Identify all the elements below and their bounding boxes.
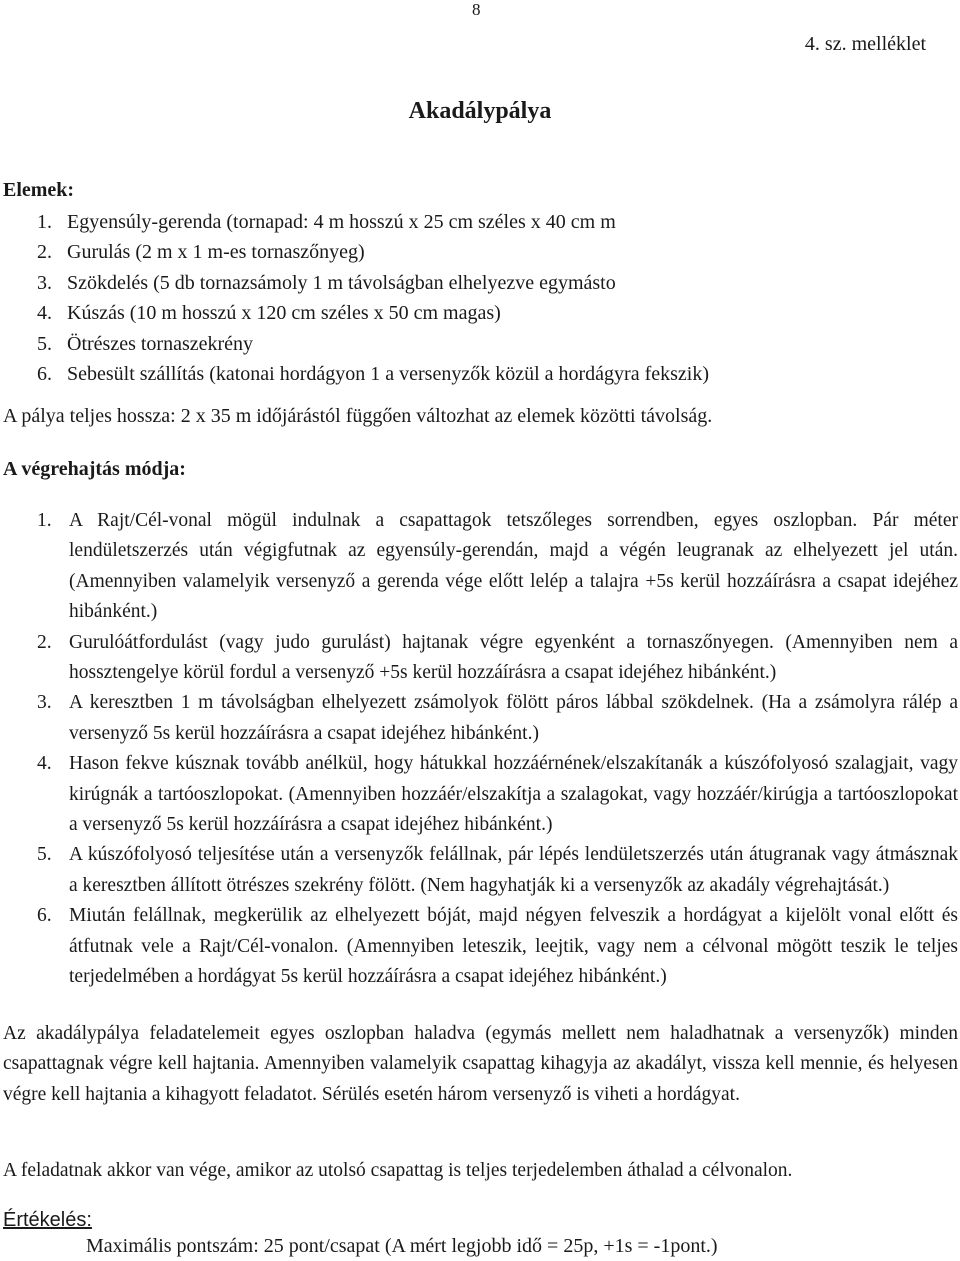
list-item-text: Kúszás (10 m hosszú x 120 cm széles x 50 cm magas) bbox=[67, 302, 501, 325]
step-number: 3. bbox=[37, 692, 52, 714]
list-item-text: Ötrészes tornaszekrény bbox=[67, 332, 254, 355]
list-item-text: Szökdelés (5 db tornazsámoly 1 m távolságban elhelyezve egymásto bbox=[67, 271, 616, 294]
execution-steps bbox=[3, 506, 958, 993]
step-number: 2. bbox=[37, 631, 52, 653]
step-text: Hason fekve kúsznak tovább anélkül, hogy hátukkal hozzáérnének/elszakítanák a kúszófolyosó szalagjait, vagy kirúgnák a tartóoszlopokat. (Amennyiben hozzáér/elszakítja a szalagokat, vagy hozzáér/kirúgja a tartóoszlopokat a versenyző 5s kerül hozzáírásra a csapat idejéhez hibánként.) bbox=[69, 753, 958, 836]
list-item bbox=[37, 298, 709, 328]
page-title: Akadálypálya bbox=[408, 98, 552, 124]
rules-paragraph: Az akadálypálya feladatelemeit egyes oszlopban haladva (egymás mellett nem haladhatnak a versenyzők) minden csapattagnak végre kell hajtania. Amennyiben valamelyik csapattag kihagyja az akadályt, vissza kell mennie, és helyesen végre kell hajtania a kihagyott feladatot. Sérülés esetén három versenyző is viheti a hordágyat. bbox=[3, 1023, 958, 1105]
list-item-number: 2. bbox=[37, 241, 52, 264]
list-item-number: 1. bbox=[37, 211, 52, 233]
step-text: A keresztben 1 m távolságban elhelyezett zsámolyok fölött páros lábbal szökdelnek. (Ha a zsámolyra rálép a versenyző 5s kerül hozzáírásra a csapat idejéhez hibánként.) bbox=[69, 692, 958, 744]
step-item bbox=[3, 749, 958, 840]
max-points-text: Maximális pontszám: 25 pont/csapat (A mért legjobb idő = 25p, +1s = -1pont.) bbox=[86, 1235, 718, 1257]
list-item bbox=[37, 359, 709, 389]
list-item-text: Sebesült szállítás (katonai hordágyon 1 a versenyzők közül a hordágyra fekszik) bbox=[67, 363, 710, 386]
execution-heading: A végrehajtás módja: bbox=[3, 458, 186, 480]
list-item-number: 5. bbox=[37, 332, 52, 355]
step-text: A Rajt/Cél-vonal mögül indulnak a csapattagok tetszőleges sorrendben, egyes oszlopban. Pár méter lendületszerzés után végigfutnak az egyensúly-gerendán, majd a végén leugranak az elhelyezett jel után. (Amennyiben valamelyik versenyző a gerenda vége előtt lelép a talajra +5s kerül hozzáírásra a csapat idejéhez hibánként.) bbox=[69, 510, 958, 623]
list-item-text: Egyensúly-gerenda (tornapad: 4 m hosszú x 25 cm széles x 40 cm m bbox=[67, 211, 616, 233]
list-item bbox=[37, 207, 709, 237]
step-item bbox=[3, 901, 958, 992]
track-length-text: A pálya teljes hossza: 2 x 35 m időjárástól függően változhat az elemek közötti távolság. bbox=[3, 405, 713, 427]
finish-paragraph: A feladatnak akkor van vége, amikor az utolsó csapattag is teljes terjedelemben áthalad a célvonalon. bbox=[3, 1160, 793, 1181]
step-number: 5. bbox=[37, 844, 52, 866]
step-item bbox=[3, 840, 958, 901]
elements-heading: Elemek: bbox=[3, 179, 75, 201]
step-text: Gurulóátfordulást (vagy judo gurulást) hajtanak végre egyenként a tornaszőnyegen. (Amennyiben nem a hossztengelye körül fordul a versenyző +5s kerül hozzáírásra a csapat idejéhez hibánként.) bbox=[69, 631, 958, 684]
list-item bbox=[37, 237, 709, 267]
list-item-number: 3. bbox=[37, 271, 52, 294]
step-item bbox=[3, 688, 958, 749]
step-text: A kúszófolyosó teljesítése után a versenyzők felállnak, pár lépés lendületszerzés után átugranak vagy átmásznak a keresztben állított ötrészes szekrény fölött. (Nem hagyhatják ki a versenyzők az akadály végrehajtását.) bbox=[69, 844, 958, 896]
step-number: 6. bbox=[37, 905, 52, 927]
list-item bbox=[37, 268, 709, 298]
annex-label: 4. sz. melléklet bbox=[804, 33, 926, 55]
page-number: 8 bbox=[472, 0, 481, 19]
step-number: 4. bbox=[37, 753, 52, 775]
step-number: 1. bbox=[37, 510, 52, 531]
elements-list bbox=[37, 207, 709, 389]
list-item-number: 4. bbox=[37, 302, 52, 325]
list-item-number: 6. bbox=[37, 363, 52, 386]
list-item bbox=[37, 329, 709, 359]
step-item bbox=[3, 506, 958, 628]
step-item bbox=[3, 628, 958, 689]
list-item-text: Gurulás (2 m x 1 m-es tornaszőnyeg) bbox=[67, 241, 365, 264]
step-text: Miután felállnak, megkerülik az elhelyezett bóját, majd négyen felveszik a hordágyat a kijelölt vonal előtt és átfutnak vele a Rajt/Cél-vonalon. (Amennyiben leteszik, leejtik, vagy nem a célvonal mögött teszik le teljes terjedelmében a hordágyat 5s kerül hozzáírásra a csapat idejéhez hibánként.) bbox=[69, 905, 958, 988]
evaluation-label: Értékelés: bbox=[3, 1209, 92, 1231]
